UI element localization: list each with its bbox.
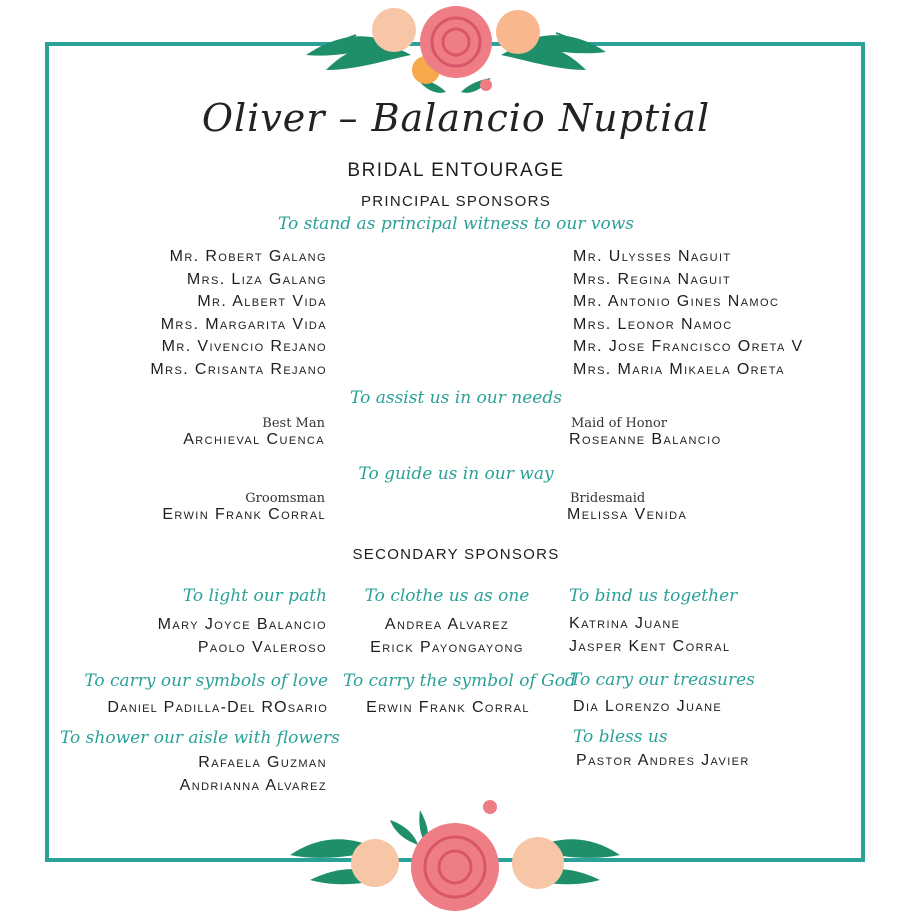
list-item: Rafaela Guzman [198, 754, 327, 771]
bind-together-list [569, 613, 731, 658]
list-item: Jasper Kent Corral [569, 637, 731, 655]
list-item: Daniel Padilla-Del ROsario [107, 699, 328, 716]
groomsman-name: Erwin Frank Corral [162, 506, 326, 523]
secondary-sponsors-heading: SECONDARY SPONSORS [352, 546, 560, 563]
bridal-entourage-heading: BRIDAL ENTOURAGE [347, 160, 565, 181]
bind-together-title: To bind us together [569, 586, 738, 606]
bridesmaid-name: Melissa Venida [567, 506, 688, 523]
list-item: Dia Lorenzo Juane [573, 698, 723, 715]
list-item: Andrea Alvarez [384, 616, 510, 633]
list-item: Mr. Jose Francisco Oreta V [573, 338, 804, 355]
list-item: Mrs. Liza Galang [186, 270, 327, 288]
list-item: Mrs. Regina Naguit [573, 270, 732, 288]
treasures-list [573, 696, 722, 719]
maid-of-honor-name: Roseanne Balancio [569, 431, 722, 448]
light-path-list [95, 614, 327, 659]
list-item: Paolo Valeroso [197, 638, 327, 656]
bless-us-list [576, 750, 750, 773]
list-item: Mr. Robert Galang [169, 248, 327, 265]
groomsman-role: Groomsman [245, 491, 325, 506]
list-item: Mr. Vivencio Rejano [161, 338, 327, 355]
list-item: Andrianna Alvarez [179, 776, 327, 794]
best-man-role: Best Man [262, 416, 325, 431]
principal-left-list [95, 246, 327, 381]
list-item: Mrs. Leonor Namoc [573, 315, 733, 333]
list-item: Erwin Frank Corral [366, 699, 530, 716]
list-item: Mr. Ulysses Naguit [573, 248, 732, 265]
principal-tagline: To stand as principal witness to our vows [277, 214, 635, 234]
symbols-love-list [60, 697, 328, 720]
list-item: Mrs. Crisanta Rejano [150, 360, 327, 378]
list-item: Pastor Andres Javier [576, 752, 750, 769]
guide-tagline: To guide us in our way [358, 464, 554, 484]
symbol-god-list [343, 697, 553, 720]
best-man-name: Archieval Cuenca [183, 431, 325, 448]
floral-top-ornament [286, 0, 626, 100]
list-item: Mrs. Margarita Vida [160, 315, 327, 333]
maid-of-honor-role: Maid of Honor [571, 416, 668, 431]
clothe-list [345, 614, 549, 659]
list-item: Mr. Antonio Gines Namoc [573, 293, 780, 310]
principal-right-list [573, 246, 804, 381]
assist-tagline: To assist us in our needs [350, 388, 562, 408]
shower-aisle-list [95, 752, 327, 797]
symbol-god-title: To carry the symbol of God [343, 671, 576, 691]
list-item: Katrina Juane [569, 615, 681, 632]
bless-us-title: To bless us [573, 727, 668, 747]
symbols-love-title: To carry our symbols of love [84, 671, 328, 691]
bridesmaid-role: Bridesmaid [570, 491, 646, 506]
principal-sponsors-heading: PRINCIPAL SPONSORS [360, 193, 552, 210]
clothe-title: To clothe us as one [364, 586, 530, 606]
light-path-title: To light our path [182, 586, 327, 606]
list-item: Erick Payongayong [370, 638, 524, 656]
treasures-title: To cary our treasures [570, 670, 755, 690]
shower-aisle-title: To shower our aisle with flowers [60, 728, 340, 748]
list-item: Mary Joyce Balancio [157, 616, 327, 633]
floral-bottom-ornament [270, 795, 640, 912]
list-item: Mr. Albert Vida [197, 293, 327, 310]
list-item: Mrs. Maria Mikaela Oreta [573, 360, 785, 378]
page-title: Oliver – Balancio Nuptial [201, 96, 711, 140]
